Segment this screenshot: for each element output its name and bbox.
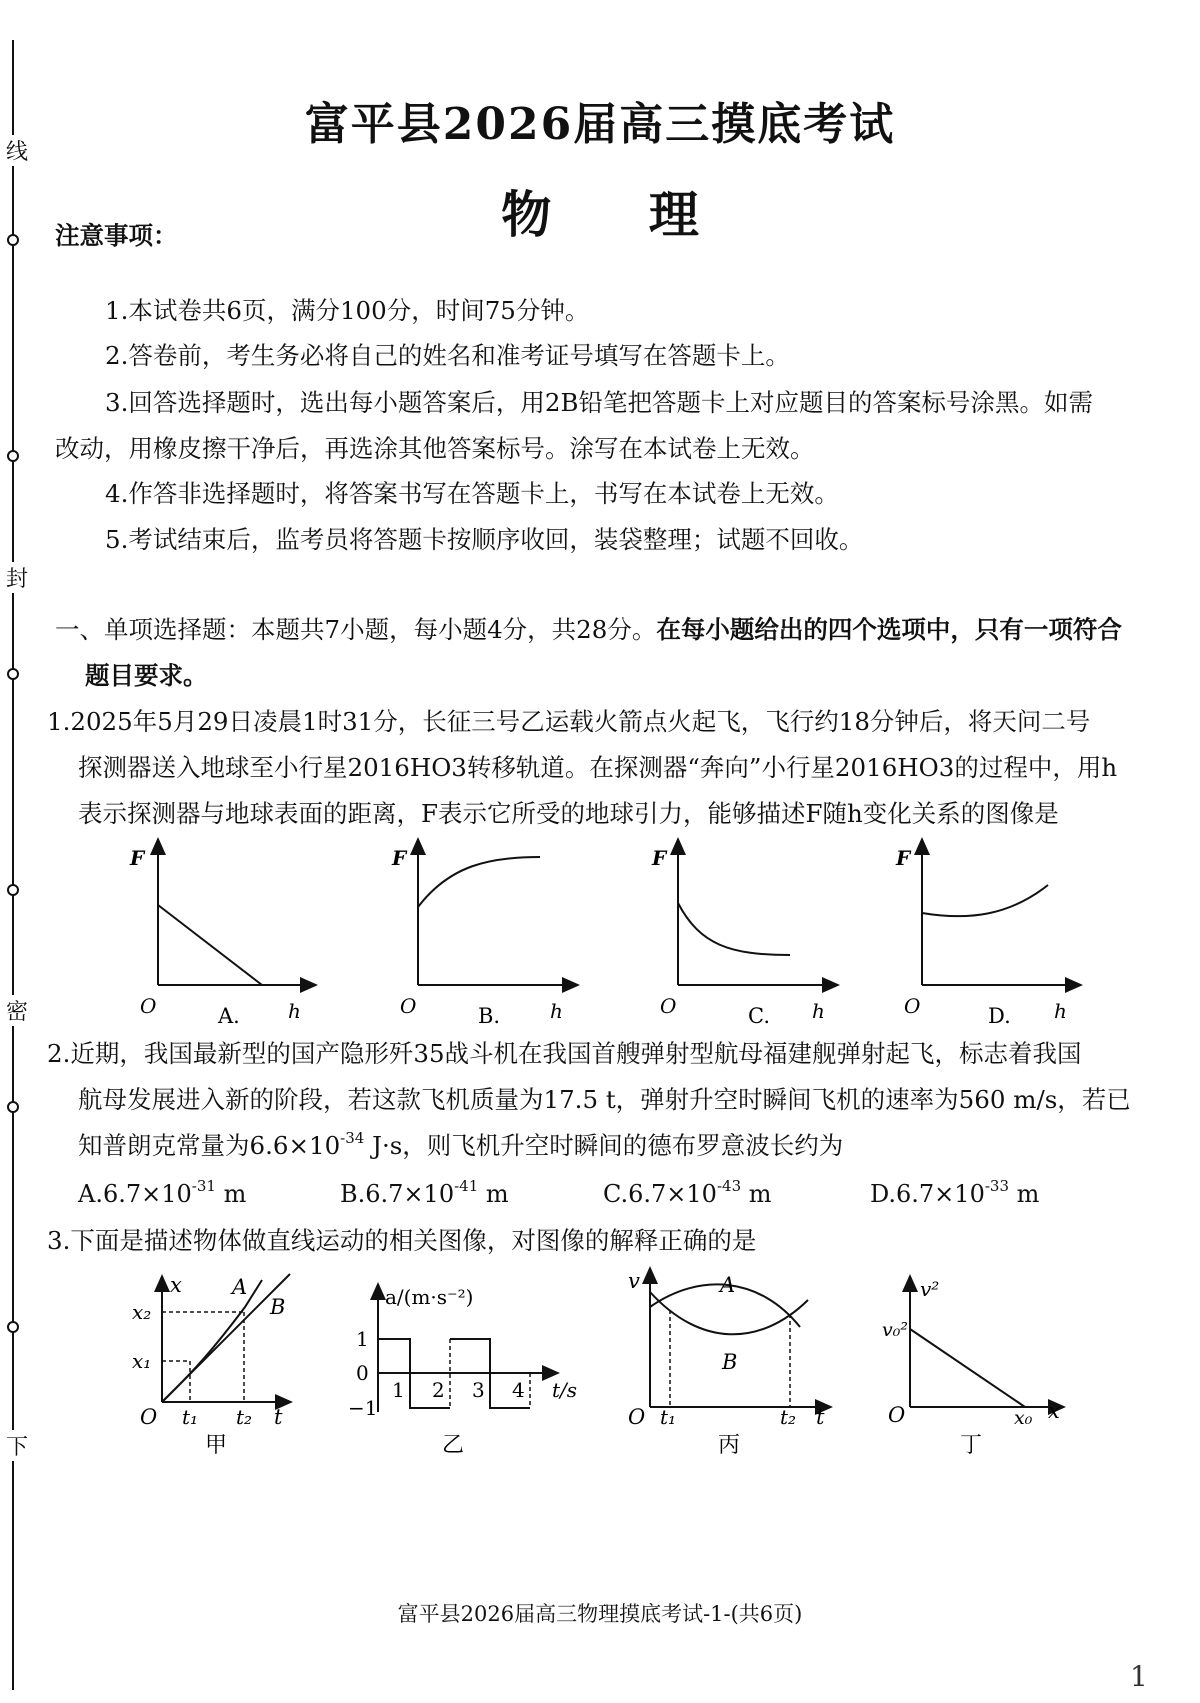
gutter-label-xia: 下 <box>4 1430 30 1461</box>
page-number: 1 <box>1130 1660 1148 1693</box>
q3-jia-t2: t₂ <box>236 1405 253 1429</box>
q3-yi-tick-m1: −1 <box>348 1396 378 1420</box>
q1-line-1: 1.2025年5月29日凌晨1时31分，长征三号乙运载火箭点火起飞，飞行约18分钟后，将天问二号 <box>47 707 1091 736</box>
q2-option-c-unit: m <box>741 1180 772 1208</box>
q1-b-label: B. <box>478 1004 501 1028</box>
q2-option-c <box>603 1177 772 1208</box>
q3-jia-caption: 甲 <box>205 1433 228 1458</box>
q3-bing-label-a: A <box>720 1273 736 1297</box>
q2-line-3-post: J·s，则飞机升空时瞬间的德布罗意波长约为 <box>364 1131 844 1160</box>
q3-graph-yi <box>348 1285 577 1458</box>
note-item-3: 3.回答选择题时，选出每小题答案后，用2B铅笔把答题卡上对应题目的答案标号涂黑。如需 <box>105 388 1093 417</box>
section1-heading <box>55 614 1150 646</box>
q1-d-xlabel: h <box>1054 999 1067 1023</box>
exam-title: 富平县2026届高三摸底考试 <box>304 99 896 150</box>
q1-b-ylabel: F <box>392 846 407 870</box>
q3-bing-origin: O <box>628 1405 646 1429</box>
q1-a-origin: O <box>140 994 157 1018</box>
q1-c-xlabel: h <box>812 999 825 1023</box>
q1-b-xlabel: h <box>550 999 563 1023</box>
q2-line-1: 2.近期，我国最新型的国产隐形歼35战斗机在我国首艘弹射型航母福建舰弹射起飞，标志着我国 <box>47 1039 1082 1068</box>
q2-option-b <box>340 1177 509 1208</box>
gutter-label-feng: 封 <box>4 562 30 593</box>
q1-a-curve <box>158 905 262 985</box>
q1-c-ylabel: F <box>652 846 667 870</box>
q3-jia-xlabel: t <box>274 1405 283 1429</box>
q1-graph-d <box>895 845 1075 1028</box>
q2-option-d-exp: -33 <box>984 1177 1009 1195</box>
q1-a-label: A. <box>218 1004 240 1028</box>
q2-option-d <box>870 1177 1040 1208</box>
q1-graph-c <box>651 845 832 1028</box>
q2-option-b-unit: m <box>478 1180 509 1208</box>
q2-option-a-base: A.6.7×10 <box>78 1180 192 1208</box>
q1-c-origin: O <box>660 994 677 1018</box>
q3-ding-v0: v₀² <box>882 1319 908 1341</box>
q3-bing-ylabel: v <box>628 1269 640 1293</box>
q3-line-1: 3.下面是描述物体做直线运动的相关图像，对图像的解释正确的是 <box>47 1226 757 1255</box>
q3-yi-tick-1: 1 <box>356 1327 369 1351</box>
q2-option-b-exp: -41 <box>454 1177 479 1195</box>
q3-jia-ylabel: x <box>170 1273 182 1297</box>
q2-line-2: 航母发展进入新的阶段，若这款飞机质量为17.5 t，弹射升空时瞬间飞机的速率为560 m/s，若已 <box>78 1085 1131 1114</box>
q1-d-ylabel: F <box>896 846 911 870</box>
note-item-4: 4.作答非选择题时，将答案书写在答题卡上，书写在本试卷上无效。 <box>105 479 839 508</box>
gutter-label-xian: 线 <box>4 135 30 166</box>
q3-bing-t1: t₁ <box>660 1405 677 1429</box>
note-item-3-cont: 改动，用橡皮擦干净后，再选涂其他答案标号。涂写在本试卷上无效。 <box>55 434 815 463</box>
q3-bing-caption: 丙 <box>718 1433 741 1458</box>
q3-bing-t2: t₂ <box>780 1405 797 1429</box>
q1-d-curve <box>922 885 1048 916</box>
note-item-2: 2.答卷前，考生务必将自己的姓名和准考证号填写在答题卡上。 <box>105 341 790 370</box>
q3-yi-tick-0: 0 <box>356 1361 369 1385</box>
q3-yi-xtick-3: 3 <box>472 1378 485 1402</box>
q3-graph-bing <box>628 1269 825 1458</box>
q3-bing-curve-b <box>650 1292 808 1334</box>
q1-graph-a <box>129 845 310 1028</box>
q2-line-3 <box>78 1130 1173 1162</box>
q3-ding-x0: x₀ <box>1014 1407 1033 1429</box>
q3-ding-xlabel: x <box>1048 1399 1060 1423</box>
q2-option-a-unit: m <box>215 1180 247 1208</box>
q3-jia-x2: x₂ <box>132 1300 152 1324</box>
q1-line-2: 探测器送入地球至小行星2016HO3转移轨道。在探测器“奔向”小行星2016HO3的过程中，用h <box>78 753 1118 782</box>
q2-option-a-exp: -31 <box>191 1177 216 1195</box>
q1-d-label: D. <box>988 1004 1011 1028</box>
q2-line-3-pre: 知普朗克常量为6.6×10 <box>78 1131 341 1160</box>
q1-d-origin: O <box>904 994 921 1018</box>
q3-graphs <box>0 1262 1200 1592</box>
q3-ding-origin: O <box>888 1403 906 1427</box>
q2-option-a <box>78 1177 247 1208</box>
q3-yi-xtick-4: 4 <box>512 1378 525 1402</box>
q3-jia-label-b: B <box>270 1295 286 1319</box>
section1-heading-bold: 在每小题给出的四个选项中，只有一项符合 <box>656 615 1122 644</box>
q3-ding-ylabel: v² <box>920 1277 940 1301</box>
gutter-label-mi: 密 <box>4 995 30 1026</box>
note-item-5: 5.考试结束后，监考员将答题卡按顺序收回，装袋整理；试题不回收。 <box>105 525 864 554</box>
page-footer: 富平县2026届高三物理摸底考试-1-(共6页) <box>397 1602 803 1626</box>
q1-graph-b <box>391 845 572 1028</box>
q2-option-b-base: B.6.7×10 <box>340 1180 455 1208</box>
q3-yi-ylabel: a/(m·s⁻²) <box>385 1285 474 1309</box>
q2-option-d-base: D.6.7×10 <box>870 1180 985 1208</box>
q3-graph-ding <box>882 1277 1060 1458</box>
q3-ding-caption: 丁 <box>960 1433 983 1458</box>
q3-yi-xtick-1: 1 <box>392 1378 405 1402</box>
q1-b-curve <box>418 857 540 907</box>
q3-yi-caption: 乙 <box>442 1433 465 1458</box>
q1-line-3: 表示探测器与地球表面的距离，F表示它所受的地球引力，能够描述F随h变化关系的图像是 <box>78 799 1059 828</box>
q2-option-d-unit: m <box>1009 1180 1040 1208</box>
q1-graphs <box>0 835 1200 1035</box>
q1-a-ylabel: F <box>130 846 145 870</box>
q1-c-label: C. <box>748 1004 770 1028</box>
q3-jia-x1: x₁ <box>132 1349 152 1373</box>
q3-jia-origin: O <box>140 1405 158 1429</box>
q3-jia-t1: t₁ <box>182 1405 199 1429</box>
notes-heading: 注意事项： <box>55 221 178 250</box>
q2-option-c-exp: -43 <box>716 1177 742 1195</box>
q3-bing-xlabel: t <box>816 1405 825 1429</box>
q3-graph-jia <box>132 1273 290 1458</box>
q1-c-curve <box>678 903 790 955</box>
section1-heading-cont: 题目要求。 <box>85 661 208 690</box>
q3-jia-label-a: A <box>232 1275 248 1299</box>
q2-option-c-base: C.6.7×10 <box>603 1180 717 1208</box>
section1-heading-normal: 一、单项选择题：本题共7小题，每小题4分，共28分。 <box>55 615 657 644</box>
subject-title: 物 理 <box>501 185 739 244</box>
q3-bing-label-b: B <box>722 1350 738 1374</box>
q3-ding-line <box>910 1329 1025 1407</box>
q1-a-xlabel: h <box>288 999 301 1023</box>
q1-b-origin: O <box>400 994 417 1018</box>
q3-yi-xtick-2: 2 <box>432 1378 445 1402</box>
q2-line-3-exp: -34 <box>340 1129 365 1147</box>
q3-yi-xlabel: t/s <box>552 1378 578 1402</box>
note-item-1: 1.本试卷共6页，满分100分，时间75分钟。 <box>105 296 590 325</box>
